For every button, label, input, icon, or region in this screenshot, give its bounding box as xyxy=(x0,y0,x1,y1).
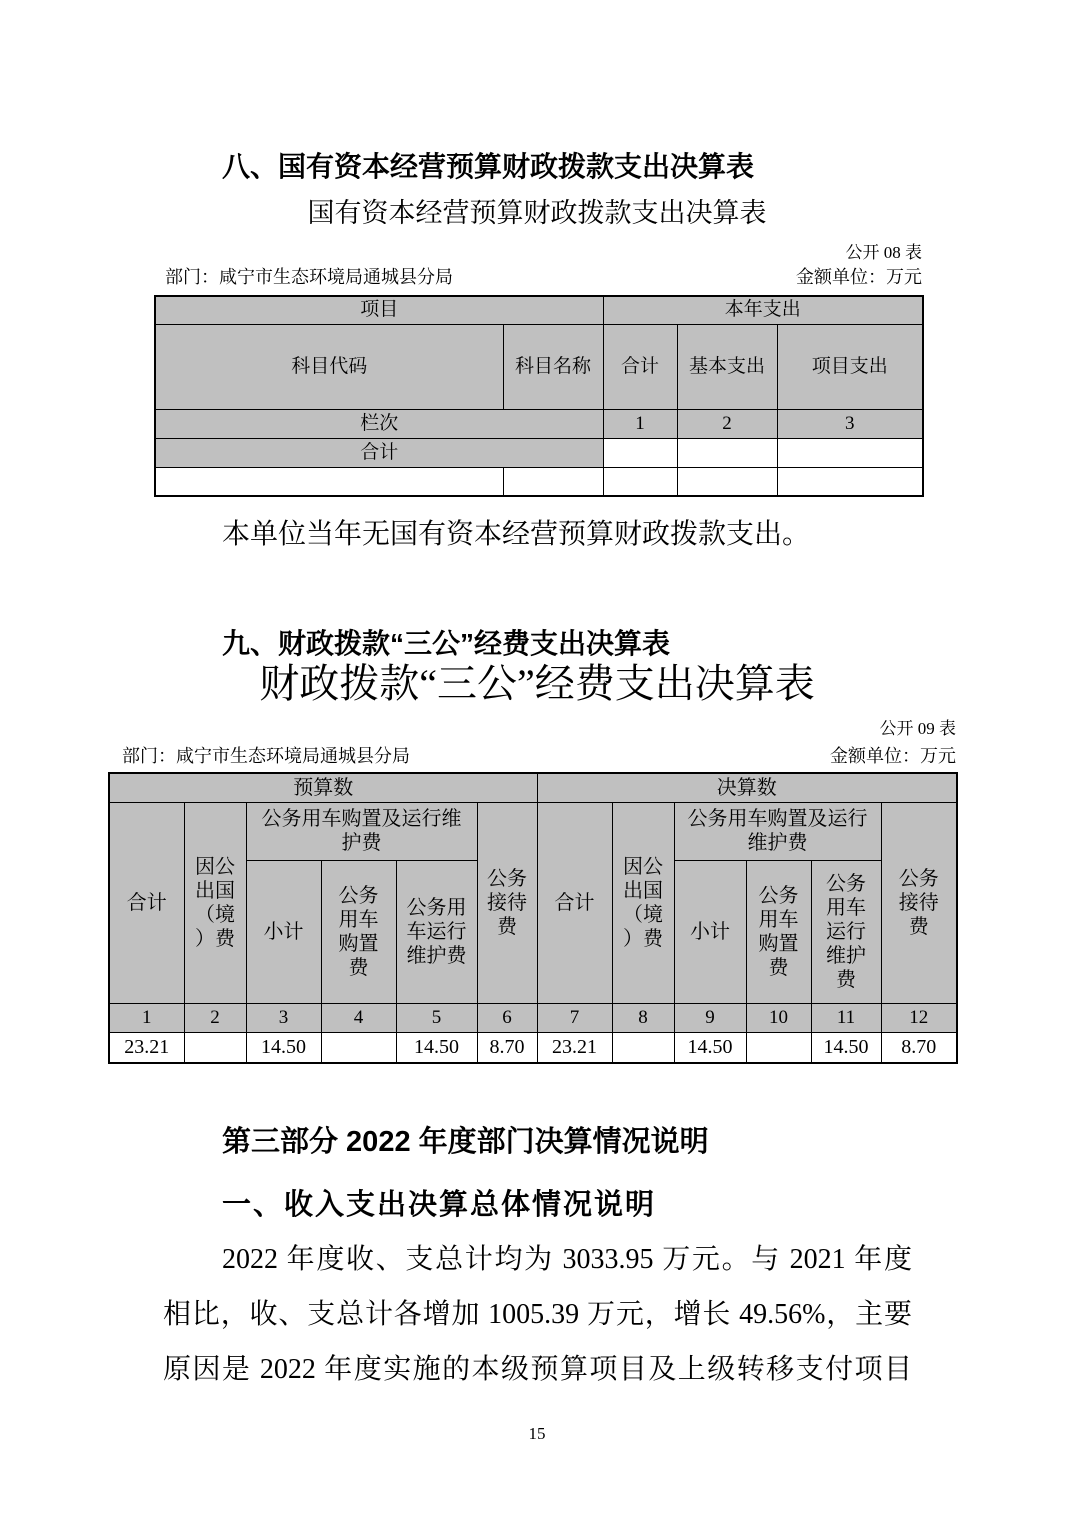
section8-sheet-label: 公开 08 表 xyxy=(845,243,922,262)
t09-budget-group-vehicle: 公务用车购置及运行维护费 xyxy=(246,802,477,860)
t09-final-col-purchase: 公务用车购置费 xyxy=(746,860,811,1003)
t08-lanci-3: 3 xyxy=(777,409,923,438)
t08-col-total: 合计 xyxy=(603,324,677,409)
t09-value-6: 8.70 xyxy=(477,1032,537,1063)
section8-note: 本单位当年无国有资本经营预算财政拨款支出。 xyxy=(222,519,811,550)
t09-value-3: 14.50 xyxy=(246,1032,321,1063)
t09-group-budget: 预算数 xyxy=(109,773,537,802)
t09-value-11: 14.50 xyxy=(811,1032,881,1063)
t09-lanci-1: 1 xyxy=(109,1003,184,1032)
t09-lanci-10: 10 xyxy=(746,1003,811,1032)
t09-budget-col-maintain: 公务用车运行维护费 xyxy=(396,860,477,1003)
section8-heading: 八、国有资本经营预算财政拨款支出决算表 xyxy=(222,151,755,182)
t08-blank-5 xyxy=(777,467,923,496)
t08-lanci-1: 1 xyxy=(603,409,677,438)
t08-blank-4 xyxy=(677,467,777,496)
t08-total-value-3 xyxy=(777,438,923,467)
t09-lanci-11: 11 xyxy=(811,1003,881,1032)
t09-budget-col-reception: 公务接待费 xyxy=(477,802,537,1003)
section9-unit-label: 金额单位：万元 xyxy=(830,746,956,766)
t09-budget-col-purchase: 公务用车购置费 xyxy=(321,860,396,1003)
t08-blank-3 xyxy=(603,467,677,496)
t09-value-12: 8.70 xyxy=(881,1032,957,1063)
t09-lanci-9: 9 xyxy=(674,1003,746,1032)
t08-col-subject-name: 科目名称 xyxy=(503,324,603,409)
t09-value-10 xyxy=(746,1032,811,1063)
t08-lanci-2: 2 xyxy=(677,409,777,438)
t09-budget-col-subtotal: 小计 xyxy=(246,860,321,1003)
t08-group-year-expense: 本年支出 xyxy=(603,296,923,324)
t09-value-2 xyxy=(184,1032,246,1063)
t08-col-project: 项目支出 xyxy=(777,324,923,409)
t08-blank-2 xyxy=(503,467,603,496)
t09-value-7: 23.21 xyxy=(537,1032,612,1063)
t08-blank-1 xyxy=(155,467,503,496)
t08-group-item: 项目 xyxy=(155,296,603,324)
paragraph-line: 2022 年度收、支总计均为 3033.95 万元。与 2021 年度 xyxy=(222,1244,912,1275)
section9-sheet-label: 公开 09 表 xyxy=(879,719,956,738)
t09-value-1: 23.21 xyxy=(109,1032,184,1063)
t09-lanci-2: 2 xyxy=(184,1003,246,1032)
t09-lanci-8: 8 xyxy=(612,1003,674,1032)
paragraph-line: 相比，收、支总计各增加 1005.39 万元，增长 49.56%，主要 xyxy=(163,1299,912,1330)
t09-final-col-abroad: 因公出国（境）费 xyxy=(612,802,674,1003)
t08-col-subject-code: 科目代码 xyxy=(155,324,503,409)
t09-group-final: 决算数 xyxy=(537,773,957,802)
t09-lanci-4: 4 xyxy=(321,1003,396,1032)
section9-meta-row xyxy=(108,745,956,767)
section9-table-title: 财政拨款“三公”经费支出决算表 xyxy=(259,661,815,706)
t09-lanci-6: 6 xyxy=(477,1003,537,1032)
section3-sub-heading: 一、收入支出决算总体情况说明 xyxy=(222,1189,657,1221)
paragraph-line: 原因是 2022 年度实施的本级预算项目及上级转移支付项目 xyxy=(163,1354,912,1385)
t09-value-8 xyxy=(612,1032,674,1063)
t09-lanci-5: 5 xyxy=(396,1003,477,1032)
t09-final-group-vehicle: 公务用车购置及运行维护费 xyxy=(674,802,881,860)
t09-value-5: 14.50 xyxy=(396,1032,477,1063)
t09-final-col-total: 合计 xyxy=(537,802,612,1003)
t09-final-col-maintain: 公务用车运行维护费 xyxy=(811,860,881,1003)
t09-budget-col-abroad: 因公出国（境）费 xyxy=(184,802,246,1003)
section9-department: 部门：咸宁市生态环境局通城县分局 xyxy=(122,746,410,766)
t08-col-basic: 基本支出 xyxy=(677,324,777,409)
t08-total-value-2 xyxy=(677,438,777,467)
t09-value-4 xyxy=(321,1032,396,1063)
t09-final-col-subtotal: 小计 xyxy=(674,860,746,1003)
section8-department: 部门：咸宁市生态环境局通城县分局 xyxy=(165,267,453,287)
section3-paragraph xyxy=(163,1232,912,1397)
t09-lanci-12: 12 xyxy=(881,1003,957,1032)
t09-lanci-7: 7 xyxy=(537,1003,612,1032)
table-09 xyxy=(108,772,958,1064)
section8-unit-label: 金额单位：万元 xyxy=(796,267,922,287)
t09-value-9: 14.50 xyxy=(674,1032,746,1063)
t09-budget-col-total: 合计 xyxy=(109,802,184,1003)
t08-total-value-1 xyxy=(603,438,677,467)
table-08 xyxy=(154,295,924,497)
t08-total-row-label: 合计 xyxy=(155,438,603,467)
section8-table-title: 国有资本经营预算财政拨款支出决算表 xyxy=(307,198,767,228)
t09-final-col-reception: 公务接待费 xyxy=(881,802,957,1003)
section3-heading: 第三部分 2022 年度部门决算情况说明 xyxy=(222,1126,709,1158)
section9-heading: 九、财政拨款“三公”经费支出决算表 xyxy=(222,628,671,659)
section8-meta-row xyxy=(154,266,922,288)
page-number: 15 xyxy=(528,1424,546,1443)
t09-lanci-3: 3 xyxy=(246,1003,321,1032)
t08-lanci-label: 栏次 xyxy=(155,409,603,438)
